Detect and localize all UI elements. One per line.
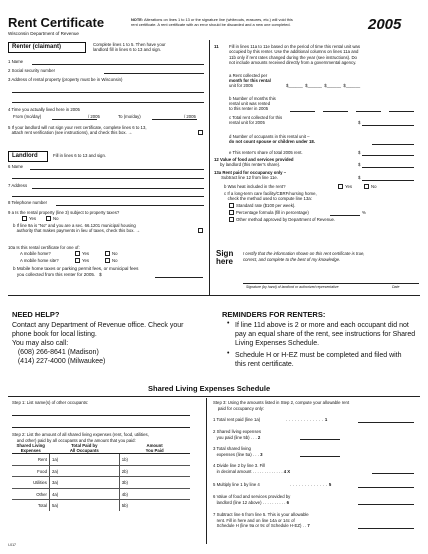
standard-rate-label: Standard rate ($100 per week). [236,203,296,208]
utilities-total-field[interactable]: 3a) [49,477,119,489]
step3-line3-field[interactable] [300,456,340,457]
line11-number: 11 [214,44,219,49]
line11b-field-4[interactable] [389,111,414,112]
line10a-label: 10a Is this rental certificate for one of: [8,245,80,250]
col-you-paid-header: Amount You Paid [119,444,190,454]
rental-address-field-1[interactable] [12,92,204,93]
line12-dollar: $ [358,162,361,167]
line11b-field-3[interactable] [356,111,381,112]
name-field[interactable] [32,64,204,65]
line13c-label: c If a long-term care facility/CBRF/nursing home, check the method used to compute line 13a: [224,191,317,202]
line2-label: 2 Social security number [8,68,56,73]
landlord-phone-field[interactable] [56,205,204,206]
line13b-label: b Was heat included in the rent? [224,184,286,189]
line7-label: 7 Address [8,183,28,188]
line9b-checkbox[interactable] [198,228,203,233]
total-you-paid-field[interactable]: 5b) [119,500,190,512]
landlord-instructions: Fill in lines 6 to 13 and sign. [53,153,107,158]
line11d-field[interactable] [372,144,414,145]
line11c-dollar: $ [358,120,361,125]
table-row: Rent 1a) 1b) [12,454,190,466]
rent-total-field[interactable]: 1a) [49,454,119,466]
renter-instructions: Complete lines 1 to 5. Then have your landlord fill in lines 6 to 13 and sign. [93,42,166,53]
line13a-label: 13a Rent paid for occupancy only – Subtract line 12 from line 11e. [214,170,287,181]
line1-label: 1 Name [8,59,24,64]
line10b-label: b Mobile home taxes or parking permit fees, or municipal fees you collected from this renter for 2005. $ [13,266,139,277]
mobile-site-yes-label: Yes [82,258,90,263]
arrow-right-icon: → [135,228,141,234]
line11d-label: d Number of occupants in this rental unit – do not count spouse or children under 18. [229,134,315,145]
landlord-wont-sign-checkbox[interactable] [198,130,203,135]
line12-field[interactable] [362,167,414,168]
line11e-label: e This renter's share of total 2005 rent. [229,150,303,155]
col-expenses-header: Shared Living Expenses [12,444,49,454]
percentage-formula-label: Percentage formula (fill in percentage) [236,210,309,215]
step3-line7-field[interactable] [358,528,414,529]
other-method-checkbox[interactable] [229,217,234,222]
step3-line1-label: 1 Total rent paid (line 1a) [213,417,261,422]
arrow-right-icon: → [127,130,133,136]
line9b-label: b If line 9a is "No" and you are a sec. 66.1201 municipal housing authority that makes payments in lieu of taxes, check this box. → [13,223,141,234]
line11a-amounts: $______ $______ $______ $______ [286,83,361,88]
utilities-you-paid-field[interactable]: 3b) [119,477,190,489]
certification-text: I certify that the information shown on this rent certificate is true, correct, and complete to the best of my knowledge. [243,251,365,262]
percentage-formula-checkbox[interactable] [229,210,234,215]
reminder-2: Schedule H or H-EZ must be completed and filed with this rent certificate. [235,352,402,369]
occupant-name-field-2[interactable] [12,427,190,428]
line9a-no-label: No [53,216,59,221]
step2-label: Step 2: List the amount of all shared living expenses (rent, food, utilities, and other) paid by all occupants and the amount that you paid: [12,432,149,443]
line11a-label: a Rent collected per month for this rental unit for 2005 [229,73,271,89]
rental-address-field-2[interactable] [12,102,204,103]
table-row: Other 4a) 4b) [12,488,190,500]
food-total-field[interactable]: 2a) [49,465,119,477]
department-name: Wisconsin Department of Revenue [8,31,79,36]
line11-intro: Fill in lines 11a to 11e based on the period of time this rental unit was occupied by this renter. Use the additional columns on lines 11a and 11b only if rent rates changed during the year (see instructions). Do not include amounts received directly from a governmental agency. [229,44,360,66]
other-you-paid-field[interactable]: 4b) [119,488,190,500]
line8-label: 8 Telephone number [8,200,48,205]
form-title: Rent Certificate [8,15,105,30]
sign-here-label: Sign here [216,249,234,266]
other-total-field[interactable]: 4a) [49,488,119,500]
table-row: Food 2a) 2b) [12,465,190,477]
schedule-top-rule [8,396,420,397]
line9a-no-checkbox[interactable] [46,216,51,221]
percentage-field[interactable] [330,215,360,216]
step3-line4-label: 4 Divide line 2 by line 3. Fill in decimal amount . . . . . . . . . . . . . 4 X [213,463,291,474]
from-year: / 2005 [88,114,100,119]
mobile-home-label: A mobile home? [20,251,51,256]
table-row: Utilities 3a) 3b) [12,477,190,489]
landlord-name-field-2[interactable] [12,178,204,179]
line4-label: 4 Time you actually lived here in 2005 [8,107,80,112]
table-row: Total 5a) 5b) [12,500,190,512]
signature-field[interactable] [243,283,419,284]
step3-line6-field[interactable] [358,504,414,505]
line11c-label: c Total rent collected for this rental unit for 2005 [229,115,283,126]
rent-you-paid-field[interactable]: 1b) [119,454,190,466]
line9a-label: 9 a Is the rental property (line 3) subject to property taxes? [8,210,120,215]
from-label: From (mo/day) [13,114,42,119]
heat-yes-checkbox[interactable] [338,184,343,189]
alteration-note: NOTE: Alterations on lines 1 to 13 or the signature line (whiteouts, erasures, etc.) will void this rent certificate. A rent certificate with an error should be discarded and a new one completed. [131,17,293,27]
landlord-section-heading: Landlord [8,151,48,162]
step1-label: Step 1: List name(s) of other occupants: [12,400,89,405]
step3-line2-label: 2 Shared living expenses you paid (line 5b) . . . 2 [213,429,262,440]
step3-line3-label: 3 Total shared living expenses (line 5a) . . . 3 [213,446,263,457]
reminder-1: If line 11d above is 2 or more and each occupant did not pay an equal share of the rent, see instructions for Shared Living Expenses Schedule. [235,322,416,348]
line11b-field-1[interactable] [290,111,315,112]
line11b-field-2[interactable] [323,111,348,112]
mobile-home-yes-checkbox[interactable] [75,251,80,256]
percent-sign: % [362,210,366,215]
line11e-dollar: $ [358,150,361,155]
column-divider [209,40,210,296]
step3-label: Step 3: Using the amounts listed in Step 2, compute your allowable rent paid for occupancy only: [213,400,350,411]
line10b-field[interactable] [155,277,203,278]
occupant-name-field-1[interactable] [12,415,190,416]
heat-no-label: No [371,184,377,189]
line13a-field[interactable] [362,180,414,181]
line11b-label: b Number of months this rental unit was rented to this renter in 2005 [229,96,276,112]
ssn-field[interactable] [104,73,204,74]
need-help-heading: NEED HELP? [12,310,60,319]
step3-line7-label: 7 Subtract line 6 from line 5. This is your allowable rent. Fill in here and on line 14a or 14c of Schedule H (line 9a or 9c of Schedule H-EZ) . . 7 [213,512,310,529]
form-bottom-rule [8,295,420,296]
form-code: I-017 [8,543,16,547]
mobile-home-no-label: No [112,251,118,256]
line9a-yes-checkbox[interactable] [22,216,27,221]
mobile-site-no-label: No [112,258,118,263]
line11c-field[interactable] [362,125,414,126]
to-year: / 2005 [184,114,196,119]
step3-line1-field[interactable] [358,422,414,423]
mobile-home-yes-label: Yes [82,251,90,256]
food-you-paid-field[interactable]: 2b) [119,465,190,477]
line11e-field[interactable] [362,155,414,156]
step3-line4-field[interactable] [372,473,414,474]
line12-label: 12 Value of food and services provided by landlord (this renter's share). [214,157,294,168]
schedule-title: Shared Living Expenses Schedule [148,384,271,393]
line13a-dollar: $ [358,175,361,180]
step3-line5-field[interactable] [358,487,414,488]
total-all-field[interactable]: 5a) [49,500,119,512]
schedule-divider [206,398,207,544]
renter-section-heading: Renter (claimant) [8,42,86,53]
form-year: 2005 [368,16,402,33]
col-total-header: Total Paid by All Occupants [49,444,119,454]
to-label: To (mo/day) [118,114,141,119]
shared-expenses-table [12,444,190,511]
line5-label: 5 If your landlord will not sign your rent certificate, complete lines 6 to 13, attach rent verification (see instructions), and check this box. → [8,125,147,136]
heat-yes-label: Yes [345,184,353,189]
step3-line1-dots: . . . . . . . . . . . . . 1 [286,417,328,422]
step3-line2-field[interactable] [300,439,340,440]
line6-label: 6 Name [8,164,24,169]
step3-line5-dots: . . . . . . . . . . . . . 5 [290,482,332,487]
step3-line5-label: 5 Multiply line 1 by line 4 [213,482,260,487]
line3-label: 3 Address of rental property (property must be in Wisconsin) [8,77,123,82]
mobile-site-label: A mobile home site? [20,258,59,263]
need-help-text: Contact any Department of Revenue office. Check your phone book for local listing. You may also call: (608) 266-8641 (Madison) (414) 227-4000 (Milwaukee) [12,322,184,366]
line9a-yes-label: Yes [29,216,37,221]
other-method-label: Other method approved by Department of Revenue. [236,217,336,222]
landlord-address-field-2[interactable] [12,196,204,197]
mobile-site-yes-checkbox[interactable] [75,258,80,263]
standard-rate-checkbox[interactable] [229,203,234,208]
landlord-address-field[interactable] [32,188,204,189]
bullet-icon: • [227,320,230,327]
signature-caption: Signature (by hand) of landlord or authorized representative [246,285,339,289]
reminders-heading: REMINDERS FOR RENTERS: [222,310,326,319]
step3-line6-label: 6 Value of food and services provided by landlord (line 12 above) . . . . . . . . . . 6 [213,494,291,505]
mobile-site-no-checkbox[interactable] [105,258,110,263]
landlord-name-field[interactable] [30,169,204,170]
heat-no-checkbox[interactable] [364,184,369,189]
bullet-icon: • [227,350,230,357]
date-caption: Date [392,285,400,289]
mobile-home-no-checkbox[interactable] [105,251,110,256]
